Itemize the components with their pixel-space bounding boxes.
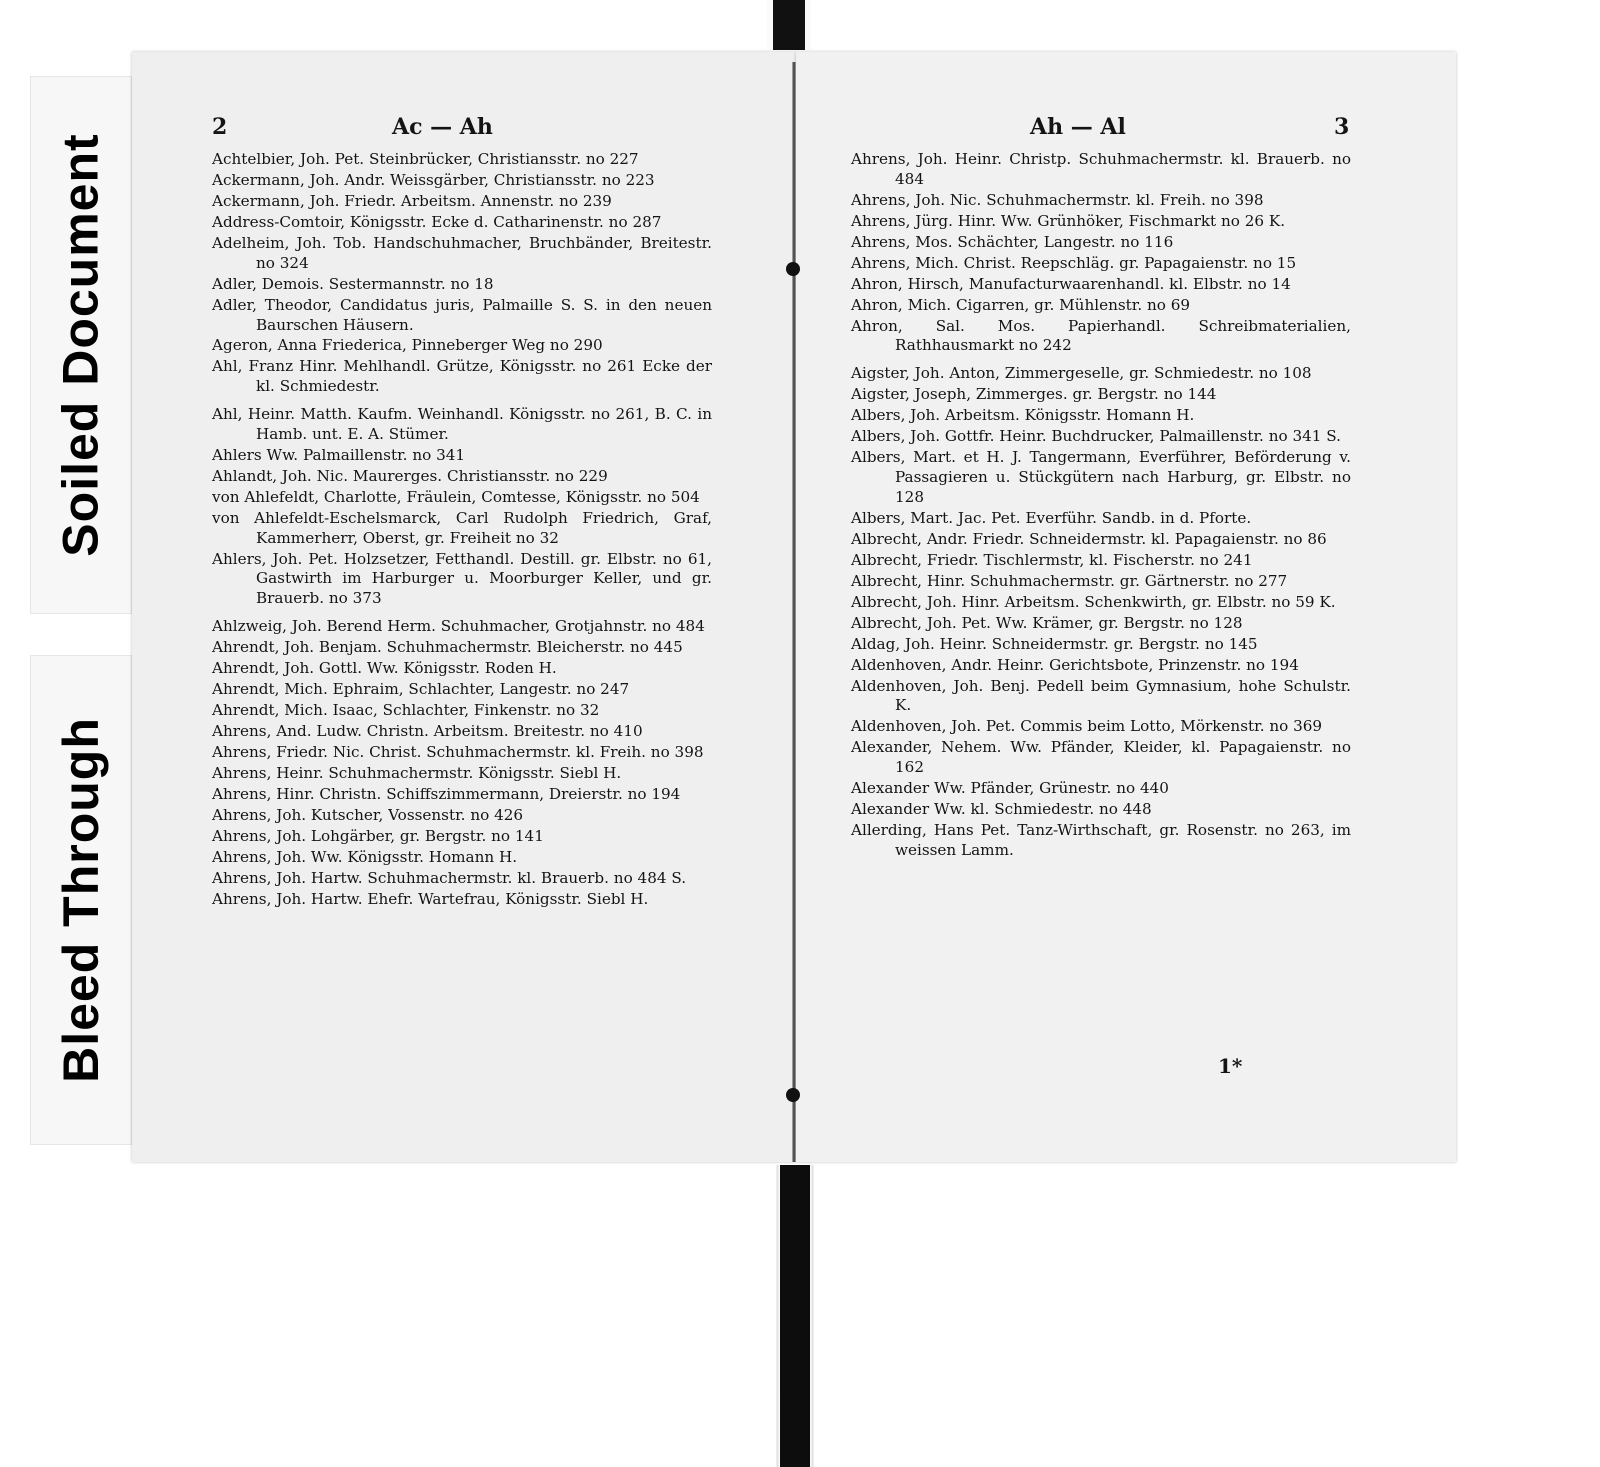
bleed-through-text: Bleed Through xyxy=(53,717,110,1083)
directory-entry: Alexander Ww. Pfänder, Grünestr. no 440 xyxy=(851,779,1169,798)
directory-entry: von Ahlefeldt-Eschelsmarck, Carl Rudolph Friedrich, Graf, Kammerherr, Oberst, gr. Freiheit no 32 xyxy=(212,508,712,547)
bleed-through-label xyxy=(30,655,132,1145)
directory-entry: Aldenhoven, Joh. Pet. Commis beim Lotto, Mörkenstr. no 369 xyxy=(851,717,1323,736)
directory-entry: Ahrens, Mich. Christ. Reepschläg. gr. Papagaienstr. no 15 xyxy=(851,253,1297,272)
directory-entry: Aldenhoven, Andr. Heinr. Gerichtsbote, Prinzenstr. no 194 xyxy=(851,655,1299,674)
right-page-number: 3 xyxy=(1334,114,1350,140)
book-spine xyxy=(792,62,796,1162)
directory-entry: Address-Comtoir, Königsstr. Ecke d. Catharinenstr. no 287 xyxy=(212,212,662,231)
directory-entry: Albers, Mart. et H. J. Tangermann, Everführer, Beförderung v. Passagieren u. Stückgütern nach Harburg, gr. Elbstr. no 128 xyxy=(851,448,1351,506)
directory-entry: Ahron, Mich. Cigarren, gr. Mühlenstr. no 69 xyxy=(851,295,1191,314)
directory-entry: Ackermann, Joh. Friedr. Arbeitsm. Annenstr. no 239 xyxy=(212,191,612,210)
directory-entry: Alexander, Nehem. Ww. Pfänder, Kleider, kl. Papagaienstr. no 162 xyxy=(851,738,1351,777)
spine-hole xyxy=(786,1088,800,1102)
directory-entry: Ahrens, Hinr. Christn. Schiffszimmermann, Dreierstr. no 194 xyxy=(212,784,681,803)
directory-entry: Aldag, Joh. Heinr. Schneidermstr. gr. Bergstr. no 145 xyxy=(851,634,1258,653)
directory-entry: Ahrens, Joh. Hartw. Ehefr. Wartefrau, Königsstr. Siebl H. xyxy=(212,889,649,908)
left-directory-column xyxy=(212,150,712,911)
directory-entry: Albrecht, Joh. Hinr. Arbeitsm. Schenkwirth, gr. Elbstr. no 59 K. xyxy=(851,592,1336,611)
directory-entry: Albers, Joh. Gottfr. Heinr. Buchdrucker, Palmaillenstr. no 341 S. xyxy=(851,427,1341,446)
directory-entry: Ahrendt, Joh. Benjam. Schuhmachermstr. Bleicherstr. no 445 xyxy=(212,637,683,656)
directory-entry: Ahron, Sal. Mos. Papierhandl. Schreibmaterialien, Rathhausmarkt no 242 xyxy=(851,316,1351,355)
directory-entry: Ahrens, Joh. Hartw. Schuhmachermstr. kl. Brauerb. no 484 S. xyxy=(212,868,687,887)
directory-entry: Ahl, Franz Hinr. Mehlhandl. Grütze, Königsstr. no 261 Ecke der kl. Schmiedestr. xyxy=(212,357,712,396)
directory-entry: Ahrendt, Joh. Gottl. Ww. Königsstr. Roden H. xyxy=(212,658,557,677)
directory-entry: Aldenhoven, Joh. Benj. Pedell beim Gymnasium, hohe Schulstr. K. xyxy=(851,676,1351,715)
left-running-head: Ac — Ah xyxy=(392,114,493,140)
left-page-number: 2 xyxy=(212,114,228,140)
soiled-document-label xyxy=(30,76,132,614)
directory-entry: Ahlers, Joh. Pet. Holzsetzer, Fetthandl. Destill. gr. Elbstr. no 61, Gastwirth im Harburger u. Moorburger Keller, und gr. Brauerb. no 373 xyxy=(212,549,712,608)
directory-entry: Ackermann, Joh. Andr. Weissgärber, Christiansstr. no 223 xyxy=(212,170,655,189)
directory-entry: Aigster, Joh. Anton, Zimmergeselle, gr. Schmiedestr. no 108 xyxy=(851,364,1312,383)
directory-entry: Ahlers Ww. Palmaillenstr. no 341 xyxy=(212,445,466,464)
directory-entry: Ahrens, Joh. Ww. Königsstr. Homann H. xyxy=(212,847,518,866)
binding-strip-top xyxy=(767,0,811,50)
directory-entry: Ahrens, And. Ludw. Christn. Arbeitsm. Breitestr. no 410 xyxy=(212,721,643,740)
directory-entry: Adler, Theodor, Candidatus juris, Palmaille S. S. in den neuen Baurschen Häusern. xyxy=(212,295,712,334)
directory-entry: Albers, Joh. Arbeitsm. Königsstr. Homann H. xyxy=(851,406,1195,425)
directory-entry: Ahlandt, Joh. Nic. Maurerges. Christiansstr. no 229 xyxy=(212,466,608,485)
directory-entry: Ahrens, Jürg. Hinr. Ww. Grünhöker, Fischmarkt no 26 K. xyxy=(851,211,1286,230)
directory-entry: Aigster, Joseph, Zimmerges. gr. Bergstr. no 144 xyxy=(851,385,1217,404)
right-directory-column xyxy=(851,150,1351,862)
directory-entry: Achtelbier, Joh. Pet. Steinbrücker, Christiansstr. no 227 xyxy=(212,150,639,168)
directory-entry: Albers, Mart. Jac. Pet. Everführ. Sandb. in d. Pforte. xyxy=(851,508,1252,527)
directory-entry: Ahrens, Joh. Kutscher, Vossenstr. no 426 xyxy=(212,805,524,824)
signature-mark: 1* xyxy=(1218,1054,1243,1078)
directory-entry: Allerding, Hans Pet. Tanz-Wirthschaft, gr. Rosenstr. no 263, im weissen Lamm. xyxy=(851,821,1351,859)
soiled-document-text: Soiled Document xyxy=(53,133,109,557)
directory-entry: Ahron, Hirsch, Manufacturwaarenhandl. kl. Elbstr. no 14 xyxy=(851,274,1291,293)
directory-entry: Ahl, Heinr. Matth. Kaufm. Weinhandl. Königsstr. no 261, B. C. in Hamb. unt. E. A. Stümer. xyxy=(212,405,712,443)
directory-entry: Alexander Ww. kl. Schmiedestr. no 448 xyxy=(851,800,1152,819)
directory-entry: Adler, Demois. Sestermannstr. no 18 xyxy=(212,274,494,293)
directory-entry: Ahrens, Joh. Heinr. Christp. Schuhmachermstr. kl. Brauerb. no 484 xyxy=(851,150,1351,188)
directory-entry: Albrecht, Hinr. Schuhmachermstr. gr. Gärtnerstr. no 277 xyxy=(851,571,1288,590)
directory-entry: Ahrens, Joh. Lohgärber, gr. Bergstr. no 141 xyxy=(212,826,544,845)
directory-entry: Ageron, Anna Friederica, Pinneberger Weg no 290 xyxy=(212,336,603,355)
directory-entry: Albrecht, Joh. Pet. Ww. Krämer, gr. Bergstr. no 128 xyxy=(851,613,1243,632)
directory-entry: Ahlzweig, Joh. Berend Herm. Schuhmacher, Grotjahnstr. no 484 xyxy=(212,616,705,635)
right-running-head: Ah — Al xyxy=(1030,114,1126,140)
directory-entry: Ahrendt, Mich. Isaac, Schlachter, Finkenstr. no 32 xyxy=(212,700,600,719)
directory-entry: von Ahlefeldt, Charlotte, Fräulein, Comtesse, Königsstr. no 504 xyxy=(212,487,700,506)
directory-entry: Ahrens, Friedr. Nic. Christ. Schuhmachermstr. kl. Freih. no 398 xyxy=(212,742,704,761)
directory-entry: Albrecht, Friedr. Tischlermstr, kl. Fischerstr. no 241 xyxy=(851,550,1253,569)
directory-entry: Albrecht, Andr. Friedr. Schneidermstr. kl. Papagaienstr. no 86 xyxy=(851,529,1327,548)
binding-strip-bottom xyxy=(780,1165,810,1467)
directory-entry: Ahrens, Heinr. Schuhmachermstr. Königsstr. Siebl H. xyxy=(212,763,622,782)
directory-entry: Ahrens, Joh. Nic. Schuhmachermstr. kl. Freih. no 398 xyxy=(851,190,1264,209)
directory-entry: Adelheim, Joh. Tob. Handschuhmacher, Bruchbänder, Breitestr. no 324 xyxy=(212,233,712,272)
directory-entry: Ahrendt, Mich. Ephraim, Schlachter, Langestr. no 247 xyxy=(212,679,630,698)
spine-hole xyxy=(786,262,800,276)
directory-entry: Ahrens, Mos. Schächter, Langestr. no 116 xyxy=(851,232,1174,251)
